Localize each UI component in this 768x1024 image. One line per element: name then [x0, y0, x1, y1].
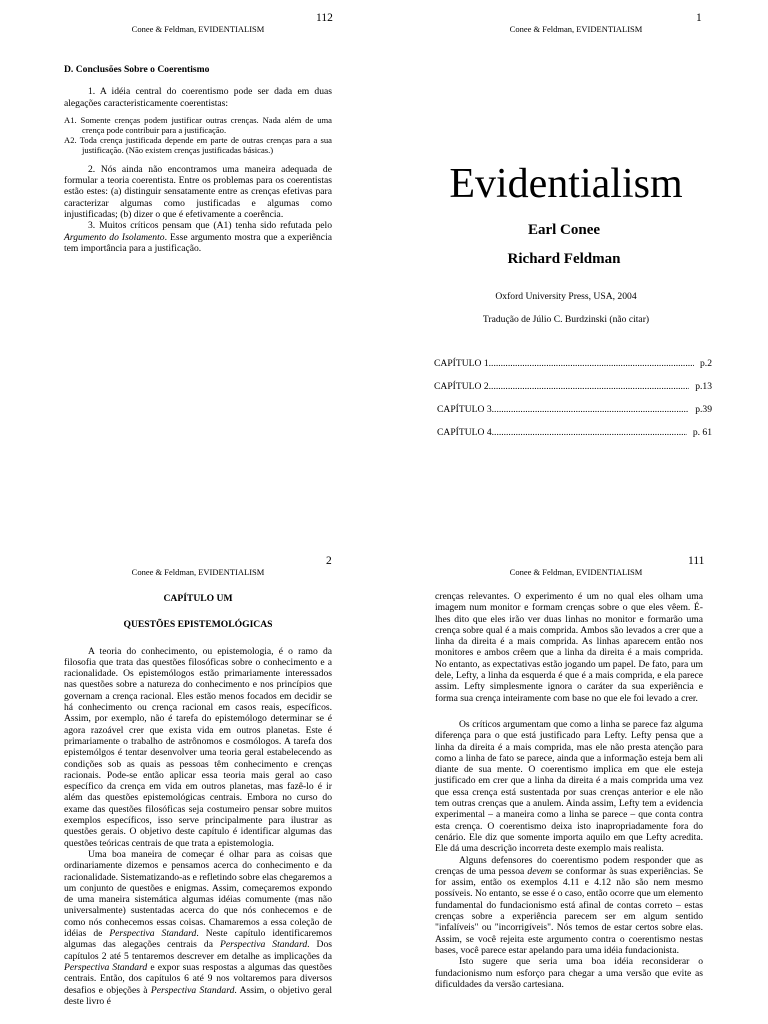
paragraph: Alguns defensores do coerentismo podem responder que as crenças de uma pessoa devem se conformar às suas experiências. Se for assim, então os exemplos 4.11 e 4.12 não são nem mesmo possíveis. No entanto, se esse é o caso, então ocorre que um elemento fundamental do fundacionismo está afinal de contas correto – estas crenças sobre a experiência parecem ser em algum sentido "infalíveis" ou "incorrigíveis". Nós temos de estar certos sobre elas. Assim, se você rejeita este argumento contra o coerentismo nestas bases, você parece estar apelando para uma idéia fundacionista. — [435, 854, 703, 956]
list-item: A1. Somente crenças podem justificar outras crenças. Nada além de uma crença pode contribuir para a justificação. — [64, 114, 332, 135]
page-body — [435, 591, 703, 990]
paragraph: crenças relevantes. O experimento é um no qual eles olham uma imagem num monitor e formam crenças sobre o que eles vêem. É-lhes dito que eles irão ver duas linhas no monitor e formarão uma crença sobre qual é a mais comprida. Ambos são levados a crer que a linha da direita é a mais comprida. As linhas aparecem então nos monitores e ambos crêem que a linha da direita é a mais comprida. No entanto, as expectativas estão jogando um papel. De fato, para um dele, Lefty, a linha da esquerda é que é a mais comprida, e ela parece assim. Lefty simplesmente ignora o caráter da sua experiência e forma sua crença inteiramente com base no que ele foi levado a crer. — [435, 591, 703, 704]
translation-note: Tradução de Júlio C. Burdzinski (não citar) — [482, 314, 650, 325]
page-number: 112 — [316, 12, 333, 24]
chapter-subtitle: QUESTÕES EPISTEMOLÓGICAS — [123, 619, 273, 631]
toc-entry: CAPÍTULO 4 ..... p. 61 — [437, 427, 712, 438]
paragraph: Uma boa maneira de começar é olhar para as coisas que ordinariamente dizemos e pensamos acerca do conhecimento e da racionalidade. Sistematizando-as e refletindo sobre elas chegaremos a um conjunto de questões e enigmas. Assim, começaremos expondo de uma maneira sistemática algumas idéias comumente (mas não universalmente) sustentadas acerca do que nós conhecemos e de como nós conhecemos essas coisas. Chamaremos a essa coleção de idéias de Perspectiva Standard. Neste capítulo identificaremos algumas das alegações centrais da Perspectiva Standard. Dos capítulos 2 até 5 tentaremos descrever em detalhe as implicações da Perspectiva Standard e expor suas respostas a algumas das questões centrais. Então, dos capítulos 6 até 9 nos voltaremos para diversos desafios e objeções à Perspectiva Standard. Assim, o objetivo geral deste livro é — [64, 848, 332, 1007]
chapter-heading: CAPÍTULO UM — [163, 593, 233, 604]
running-header: Conee & Feldman, EVIDENTIALISM — [131, 567, 265, 577]
page-number: 1 — [696, 12, 702, 24]
page-body — [64, 64, 332, 254]
paragraph: 2. Nós ainda não encontramos uma maneira adequada de formular a teoria coerentista. Entre os problemas para os coerentistas estão estes: (a) distinguir sensatamente entre as crenças efetivas para caracterizar algumas como justificadas e algumas como injustificadas; (b) dizer o que é efetivamente a coerência. — [64, 163, 332, 221]
page-112 — [0, 0, 384, 512]
book-title: Evidentialism — [449, 161, 683, 207]
page-1-title — [384, 0, 768, 512]
paragraph: A teoria do conhecimento, ou epistemologia, é o ramo da filosofia que trata das questões filosóficas sobre o conhecimento e a racionalidade. Os epistemólogos estão primariamente interessados nas questões sobre a natureza do conhecimento e nos princípios que governam a crença racional. Eles estão menos focados em decidir se há conhecimento ou crença racional em casos reais, específicos. Assim, por exemplo, não é tarefa do epistemólogo determinar se é agora razoável crer que exista vida em outros planetas. Este é primariamente o trabalho de astrônomos e cosmólogos. A tarefa dos epistemólgos é tentar desenvolver uma teoria geral estabelecendo as condições sob as quais as pessoas têm conhecimento e crenças racionais. Pode-se então aplicar essa teoria mais geral ao caso específico da crença em vida em outros planetas, mas fazê-lo é ir além das questões epistemológicas centrais. Embora no curso do exame das questões filosóficas seja costumeiro pensar sobre muitos exemplos específicos, isso serve principalmente para ilustrar as questões gerais. O objetivo deste capítulo é identificar algumas das questões teóricas centrais de que trata a epistemologia. — [64, 645, 332, 849]
page-111 — [384, 545, 768, 1024]
section-heading: D. Conclusões Sobre o Coerentismo — [64, 64, 210, 75]
paragraph: 3. Muitos críticos pensam que (A1) tenha sido refutada pelo Argumento do Isolamento. Esse argumento mostra que a experiência tem importância para a justificação. — [64, 220, 332, 254]
publisher: Oxford University Press, USA, 2004 — [495, 291, 637, 302]
page-number: 111 — [688, 555, 705, 567]
toc-entry: CAPÍTULO 1 ..... p.2 — [434, 358, 712, 369]
paragraph: Os críticos argumentam que como a linha se parece faz alguma diferença para o que está justificado para Lefty. Lefty pensa que a linha da direita é a mais comprida, mas ele não presta atenção para como a linha de fato se parece, ainda que a informação esteja bem ali diante de sua mente. O coerentismo implica em que ele esteja justificado em crer que a linha da direita é a mais comprida uma vez que essa crença está sustentada por suas crenças anterior e ele não tem outras crenças que a anulem. Ainda assim, Lefty tem a evidencia experimental – a maneira como a linha se parece – que conta contra esta crença. O coerentismo deixa isto inapropriadamente fora do cenário. Ele diz que somente importa aquilo em que Lefty acredita. Ele dá uma descrição incorreta deste exemplo mais realista. — [435, 718, 703, 855]
page-number: 2 — [326, 555, 332, 567]
list-item: A2. Toda crença justificada depende em parte de outras crenças para a sua justificação. (Não existem crenças justificadas básicas.) — [64, 134, 332, 155]
running-header: Conee & Feldman, EVIDENTIALISM — [509, 567, 643, 577]
running-header: Conee & Feldman, EVIDENTIALISM — [131, 24, 265, 34]
paragraph: 1. A idéia central do coerentismo pode ser dada em duas alegações caracteristicamente coerentistas: — [64, 86, 332, 109]
toc-entry: CAPÍTULO 3 ..... p.39 — [437, 404, 712, 415]
paragraph: Isto sugere que seria uma boa idéia reconsiderar o fundacionismo num esforço para chegar a uma versão que evite as dificuldades da versão cartesiana. — [435, 956, 703, 990]
page-body — [64, 593, 332, 1007]
author-name: Richard Feldman — [507, 251, 621, 267]
toc-entry: CAPÍTULO 2 ..... p.13 — [434, 381, 712, 392]
page-2 — [0, 545, 384, 1024]
author-name: Earl Conee — [527, 222, 601, 238]
running-header: Conee & Feldman, EVIDENTIALISM — [509, 24, 643, 34]
